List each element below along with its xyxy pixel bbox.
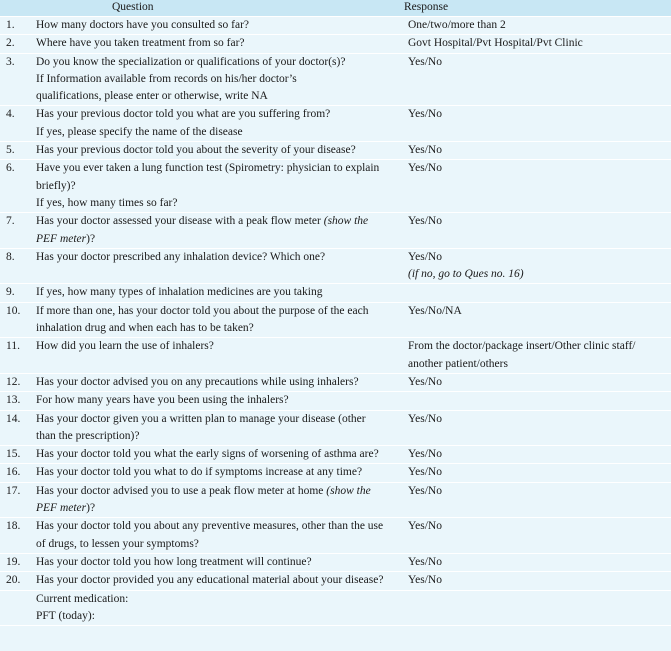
table-row <box>0 464 671 482</box>
table-row <box>0 410 671 446</box>
response-options <box>404 338 671 374</box>
response-line: Yes/No <box>408 250 442 263</box>
question-line <box>36 483 396 500</box>
response-line: Yes/No <box>408 484 442 497</box>
question-line: How many doctors have you consulted so far? <box>36 19 250 31</box>
response-options <box>404 302 671 338</box>
response-options <box>404 464 671 482</box>
question-line: If yes, please specify the name of the disease <box>36 125 243 138</box>
question-line: Has your previous doctor told you what are you suffering from? <box>36 108 331 121</box>
response-line: (if no, go to Ques no. 16) <box>408 268 524 281</box>
response-options <box>404 518 671 554</box>
question-number: 1. <box>0 17 32 35</box>
response-line: Govt Hospital/Pvt Hospital/Pvt Clinic <box>408 37 583 50</box>
table-row <box>0 35 671 53</box>
question-line: Has your doctor told you how long treatment will continue? <box>36 555 312 568</box>
response-line: Yes/No <box>408 555 442 568</box>
question-line: For how many years have you been using the inhalers? <box>36 394 289 407</box>
question-line-text: Has your doctor advised you to use a peak flow meter at home <box>36 484 327 497</box>
table-row <box>0 590 671 626</box>
question-line <box>36 213 396 230</box>
table-row <box>0 106 671 142</box>
response-options <box>404 35 671 53</box>
question-number: 4. <box>0 106 32 142</box>
response-options <box>404 590 671 626</box>
table-row <box>0 373 671 391</box>
question-text <box>32 302 404 338</box>
question-line: If Information available from records on his/her doctor’s <box>36 72 297 85</box>
question-line: Has your doctor told you about any preventive measures, other than the use <box>36 520 384 533</box>
response-options <box>404 446 671 464</box>
question-text <box>32 106 404 142</box>
question-text <box>32 17 404 35</box>
question-text <box>32 53 404 106</box>
question-line-text: Has your doctor assessed your disease with a peak flow meter <box>36 215 324 228</box>
question-number: 7. <box>0 213 32 249</box>
response-options <box>404 248 671 284</box>
question-line: Do you know the specialization or qualifications of your doctor(s)? <box>36 55 346 68</box>
question-text <box>32 464 404 482</box>
question-line: Has your doctor advised you on any precautions while using inhalers? <box>36 375 359 388</box>
response-options <box>404 160 671 213</box>
question-line: briefly)? <box>36 179 76 192</box>
table-row <box>0 284 671 302</box>
question-line <box>36 231 396 248</box>
table-row <box>0 142 671 160</box>
question-line: Has your previous doctor told you about the severity of your disease? <box>36 144 356 157</box>
table-row <box>0 446 671 464</box>
response-line: From the doctor/package insert/Other clinic staff/ <box>408 340 636 353</box>
question-line: inhalation drug and when each has to be taken? <box>36 322 254 335</box>
table-row <box>0 338 671 374</box>
table-row <box>0 160 671 213</box>
question-number: 12. <box>0 373 32 391</box>
question-line-text: )? <box>86 232 96 245</box>
question-number: 16. <box>0 464 32 482</box>
question-line: How did you learn the use of inhalers? <box>36 340 214 353</box>
response-options <box>404 213 671 249</box>
question-number: 17. <box>0 482 32 518</box>
question-line: Where have you taken treatment from so far? <box>36 37 245 50</box>
response-options <box>404 284 671 302</box>
question-number: 15. <box>0 446 32 464</box>
response-options <box>404 553 671 571</box>
question-line: Current medication: <box>36 592 129 605</box>
question-number: 2. <box>0 35 32 53</box>
question-text <box>32 553 404 571</box>
question-line: Has your doctor prescribed any inhalation device? Which one? <box>36 250 326 263</box>
response-line: Yes/No <box>408 448 442 461</box>
response-options <box>404 572 671 590</box>
question-text <box>32 373 404 391</box>
response-line: another patient/others <box>408 357 508 370</box>
question-text <box>32 518 404 554</box>
question-text <box>32 482 404 518</box>
question-text <box>32 248 404 284</box>
response-options <box>404 482 671 518</box>
question-number: 8. <box>0 248 32 284</box>
response-options <box>404 392 671 410</box>
question-line: Has your doctor told you what the early signs of worsening of asthma are? <box>36 448 379 461</box>
table-row <box>0 392 671 410</box>
response-options <box>404 373 671 391</box>
question-number: 18. <box>0 518 32 554</box>
table-row <box>0 482 671 518</box>
question-line: qualifications, please enter or otherwise, write NA <box>36 90 268 103</box>
question-number <box>0 590 32 626</box>
question-text <box>32 392 404 410</box>
question-line: Has your doctor told you what to do if symptoms increase at any time? <box>36 466 363 479</box>
response-line: Yes/No <box>408 55 442 68</box>
question-text <box>32 160 404 213</box>
header-response: Response <box>404 0 671 17</box>
question-number: 10. <box>0 302 32 338</box>
response-options <box>404 410 671 446</box>
table-row <box>0 248 671 284</box>
question-line: Has your doctor provided you any educational material about your disease? <box>36 574 384 587</box>
header-number <box>0 0 32 17</box>
question-number: 11. <box>0 338 32 374</box>
question-number: 13. <box>0 392 32 410</box>
question-text <box>32 590 404 626</box>
question-number: 19. <box>0 553 32 571</box>
question-line: of drugs, to lessen your symptoms? <box>36 537 199 550</box>
response-line: Yes/No/NA <box>408 304 462 317</box>
question-line-italic: PEF meter <box>36 232 87 245</box>
question-number: 5. <box>0 142 32 160</box>
table-row <box>0 53 671 106</box>
table-row <box>0 553 671 571</box>
response-line: Yes/No <box>408 215 442 228</box>
response-options <box>404 106 671 142</box>
header-row <box>0 0 671 17</box>
question-text <box>32 284 404 302</box>
table-row <box>0 302 671 338</box>
response-line: One/two/more than 2 <box>408 19 506 31</box>
table-row <box>0 518 671 554</box>
question-number: 20. <box>0 572 32 590</box>
question-line: than the prescription)? <box>36 429 140 442</box>
question-line-italic: (show the <box>326 484 371 497</box>
question-line: PFT (today): <box>36 609 95 622</box>
table-row <box>0 572 671 590</box>
question-text <box>32 35 404 53</box>
table-row <box>0 17 671 35</box>
response-line: Yes/No <box>408 375 442 388</box>
question-line-text: )? <box>86 502 96 515</box>
response-line: Yes/No <box>408 162 442 175</box>
table-row <box>0 213 671 249</box>
question-line-italic: (show the <box>323 215 369 228</box>
question-line: Has your doctor given you a written plan to manage your disease (other <box>36 412 366 425</box>
question-line <box>36 500 396 517</box>
question-text <box>32 446 404 464</box>
question-number: 14. <box>0 410 32 446</box>
question-text <box>32 213 404 249</box>
response-options <box>404 142 671 160</box>
question-number: 3. <box>0 53 32 106</box>
response-line: Yes/No <box>408 520 442 533</box>
response-options <box>404 53 671 106</box>
question-line: If more than one, has your doctor told you about the purpose of the each <box>36 304 369 317</box>
question-line: If yes, how many types of inhalation medicines are you taking <box>36 286 323 299</box>
question-number: 6. <box>0 160 32 213</box>
question-line: If yes, how many times so far? <box>36 196 178 209</box>
response-line: Yes/No <box>408 144 442 157</box>
question-line-italic: PEF meter <box>36 502 87 515</box>
response-line: Yes/No <box>408 412 442 425</box>
question-text <box>32 572 404 590</box>
header-question: Question <box>32 0 404 17</box>
response-line: Yes/No <box>408 108 442 121</box>
response-options <box>404 17 671 35</box>
question-line: Have you ever taken a lung function test (Spirometry: physician to explain <box>36 162 380 175</box>
response-line: Yes/No <box>408 466 442 479</box>
question-text <box>32 142 404 160</box>
question-text <box>32 338 404 374</box>
question-text <box>32 410 404 446</box>
response-line: Yes/No <box>408 574 442 587</box>
question-number: 9. <box>0 284 32 302</box>
